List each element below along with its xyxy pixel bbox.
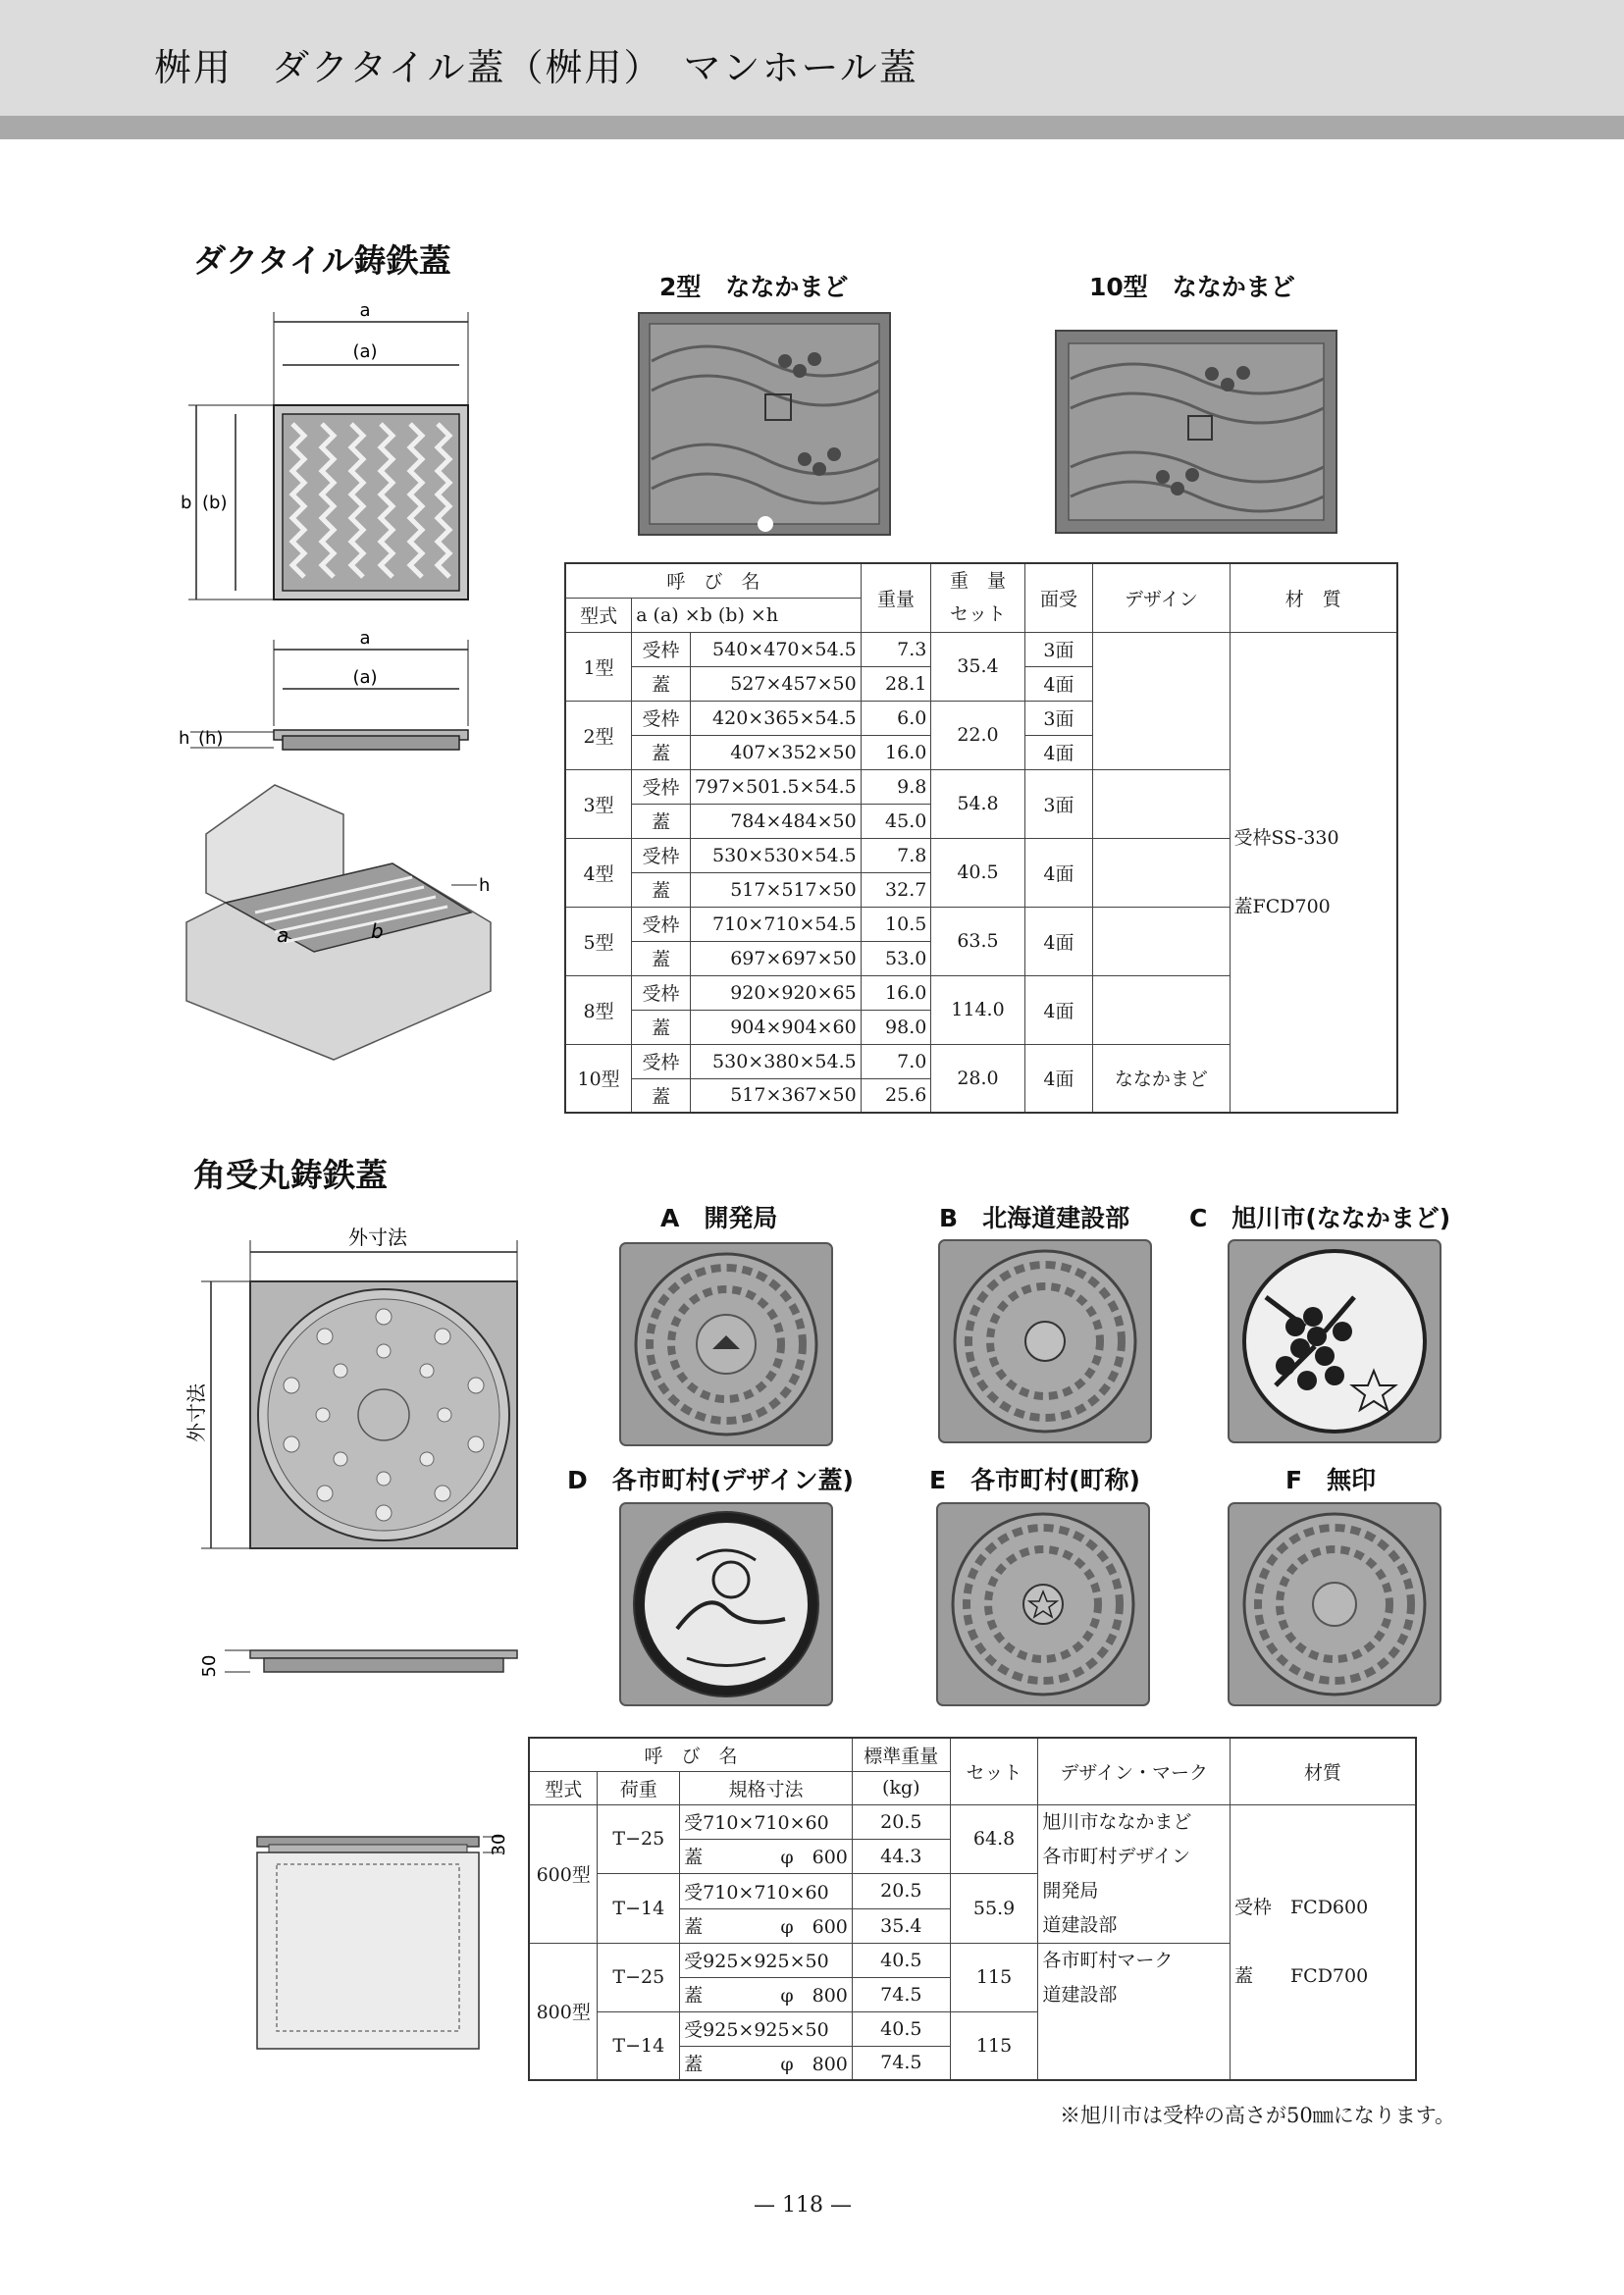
lid-label: 蓋 bbox=[632, 804, 691, 838]
set-weight: 64.8 bbox=[950, 1804, 1038, 1873]
square-lid-side-drawing bbox=[177, 628, 491, 765]
frame-label: 受枠 bbox=[632, 769, 691, 804]
photo-caption-d bbox=[567, 1461, 854, 1496]
dim-a-side-label: a bbox=[359, 628, 371, 649]
row-type: 2型 bbox=[565, 701, 632, 769]
lid-dims: 527×457×50 bbox=[690, 666, 861, 701]
caption-letter: C bbox=[1189, 1204, 1208, 1232]
table-row bbox=[565, 632, 1397, 666]
lid-weight: 35.4 bbox=[852, 1908, 950, 1943]
photo-caption-c bbox=[1189, 1199, 1450, 1234]
lid-weight: 25.6 bbox=[861, 1078, 931, 1113]
caption-letter: A bbox=[660, 1204, 680, 1232]
set-weight: 35.4 bbox=[931, 632, 1024, 701]
caption-letter: E bbox=[929, 1466, 947, 1494]
round-lid-section-drawing bbox=[245, 1825, 520, 2060]
lid-weight: 32.7 bbox=[861, 872, 931, 907]
photo-caption-type2: 2型 ななかまど bbox=[659, 273, 849, 301]
frame-dims: 530×530×54.5 bbox=[690, 838, 861, 872]
photo-d-design-lid bbox=[618, 1501, 834, 1707]
lid-weight: 74.5 bbox=[852, 1977, 950, 2011]
frame-weight: 40.5 bbox=[852, 1943, 950, 1977]
frame-label: 受枠 bbox=[632, 1044, 691, 1078]
design-mark-600 bbox=[1038, 1804, 1231, 1943]
menuke: 4面 bbox=[1024, 1044, 1093, 1113]
caption-letter: D bbox=[567, 1466, 588, 1494]
header-kg: (kg) bbox=[852, 1771, 950, 1804]
frame-dims: 受710×710×60 bbox=[680, 1873, 853, 1908]
frame-label: 受枠 bbox=[632, 907, 691, 941]
photo-caption-a bbox=[660, 1199, 777, 1234]
caption-label: 各市町村(町称) bbox=[970, 1466, 1140, 1494]
dim-b-paren-label: (b) bbox=[202, 493, 228, 513]
frame-dims: 530×380×54.5 bbox=[690, 1044, 861, 1078]
header-kaju: 荷重 bbox=[598, 1771, 680, 1804]
lid-label: 蓋 bbox=[684, 2053, 704, 2075]
lid-label: 蓋 bbox=[632, 1010, 691, 1044]
design bbox=[1093, 632, 1230, 769]
header-zaishitsu: 材 質 bbox=[1230, 563, 1397, 632]
photo-caption-e bbox=[929, 1461, 1140, 1496]
lid-dims: 697×697×50 bbox=[690, 941, 861, 975]
header-katashiki: 型式 bbox=[565, 598, 632, 632]
iso-dim-b-label: b bbox=[371, 919, 384, 943]
footnote: ※旭川市は受枠の高さが50㎜になります。 bbox=[1060, 2104, 1456, 2127]
lid-dims: 517×367×50 bbox=[690, 1078, 861, 1113]
menuke: 4面 bbox=[1024, 907, 1093, 975]
set-weight: 114.0 bbox=[931, 975, 1024, 1044]
header-juryo-set: 重 量 セット bbox=[931, 563, 1024, 632]
header-juryo: 重量 bbox=[861, 563, 931, 632]
dim-50-label: 50 bbox=[199, 1654, 220, 1678]
set-weight: 115 bbox=[950, 1943, 1038, 2011]
dim-h-paren-label: (h) bbox=[198, 728, 224, 749]
lid-label: 蓋 bbox=[632, 735, 691, 769]
header-kikaku: 規格寸法 bbox=[680, 1771, 853, 1804]
header-design: デザイン bbox=[1093, 563, 1230, 632]
load: T−25 bbox=[598, 1804, 680, 1873]
frame-weight: 40.5 bbox=[852, 2011, 950, 2046]
design: ななかまど bbox=[1093, 1044, 1230, 1113]
menuke: 3面 bbox=[1024, 632, 1093, 666]
load: T−25 bbox=[598, 1943, 680, 2011]
material-lid: 蓋FCD700 bbox=[1233, 895, 1331, 917]
row-type: 3型 bbox=[565, 769, 632, 838]
lid-dim: φ 600 bbox=[780, 1916, 848, 1938]
lid-label: 蓋 bbox=[632, 941, 691, 975]
set-weight: 55.9 bbox=[950, 1873, 1038, 1943]
iso-dim-a-label: a bbox=[277, 923, 289, 947]
header-zaishitsu: 材質 bbox=[1230, 1738, 1416, 1804]
frame-weight: 16.0 bbox=[861, 975, 931, 1010]
menuke: 4面 bbox=[1024, 735, 1093, 769]
caption-letter: B bbox=[939, 1204, 959, 1232]
material-frame: 受枠 FCD600 bbox=[1233, 1897, 1369, 1919]
row-type: 800型 bbox=[529, 1943, 598, 2080]
page-number: — 118 — bbox=[754, 2193, 852, 2217]
lid-label: 蓋 bbox=[684, 1985, 704, 2007]
lid-weight: 44.3 bbox=[852, 1839, 950, 1873]
frame-weight: 9.8 bbox=[861, 769, 931, 804]
lid-dims: 784×484×50 bbox=[690, 804, 861, 838]
frame-weight: 7.3 bbox=[861, 632, 931, 666]
square-lid-plan-drawing bbox=[177, 294, 491, 628]
frame-label: 受枠 bbox=[632, 701, 691, 735]
lid-weight: 53.0 bbox=[861, 941, 931, 975]
lid-weight: 74.5 bbox=[852, 2046, 950, 2080]
photo-caption-f bbox=[1285, 1461, 1376, 1496]
photo-type2-nanakamado bbox=[638, 312, 893, 538]
frame-dims: 540×470×54.5 bbox=[690, 632, 861, 666]
design-item: 道建設部 bbox=[1042, 1913, 1118, 1936]
design-item: 道建設部 bbox=[1042, 1983, 1118, 2006]
frame-label: 受枠 bbox=[632, 838, 691, 872]
header-design-mark: デザイン・マーク bbox=[1038, 1738, 1231, 1804]
header-std-weight: 標準重量 bbox=[852, 1738, 950, 1771]
lid-label: 蓋 bbox=[632, 1078, 691, 1113]
design bbox=[1093, 975, 1230, 1044]
lid-dims bbox=[680, 1977, 853, 2011]
header-dims-formula: a (a) ×b (b) ×h bbox=[632, 598, 862, 632]
lid-weight: 16.0 bbox=[861, 735, 931, 769]
iso-dim-h-label: h bbox=[479, 875, 491, 896]
menuke: 4面 bbox=[1024, 838, 1093, 907]
set-weight: 115 bbox=[950, 2011, 1038, 2080]
round-lid-side-drawing bbox=[191, 1629, 535, 1688]
header-yobina: 呼 び 名 bbox=[565, 563, 861, 598]
menuke: 4面 bbox=[1024, 666, 1093, 701]
catch-basin-isometric-drawing bbox=[167, 775, 530, 1069]
round-lid-plan-drawing bbox=[184, 1217, 535, 1570]
set-weight: 22.0 bbox=[931, 701, 1024, 769]
material-cell bbox=[1230, 632, 1397, 1113]
frame-dims: 受925×925×50 bbox=[680, 2011, 853, 2046]
photo-type10-nanakamado bbox=[1055, 330, 1339, 536]
photo-c-asahikawa bbox=[1227, 1238, 1442, 1444]
lid-label: 蓋 bbox=[632, 666, 691, 701]
set-weight: 28.0 bbox=[931, 1044, 1024, 1113]
row-type: 4型 bbox=[565, 838, 632, 907]
caption-label: 各市町村(デザイン蓋) bbox=[611, 1466, 854, 1494]
lid-dims: 407×352×50 bbox=[690, 735, 861, 769]
frame-dims: 710×710×54.5 bbox=[690, 907, 861, 941]
design-item: 旭川市ななかまど bbox=[1042, 1810, 1192, 1833]
design-mark-800 bbox=[1038, 1943, 1231, 2080]
frame-dims: 797×501.5×54.5 bbox=[690, 769, 861, 804]
frame-dims: 受925×925×50 bbox=[680, 1943, 853, 1977]
lid-dims bbox=[680, 2046, 853, 2080]
frame-weight: 20.5 bbox=[852, 1873, 950, 1908]
frame-label: 受枠 bbox=[632, 975, 691, 1010]
design-item: 各市町村デザイン bbox=[1042, 1845, 1191, 1867]
caption-label: 無印 bbox=[1327, 1466, 1377, 1494]
ductile-spec-table bbox=[564, 562, 1398, 1114]
header-yobina: 呼 び 名 bbox=[529, 1738, 852, 1771]
dim-a-paren-side-label: (a) bbox=[352, 667, 378, 688]
lid-dims: 904×904×60 bbox=[690, 1010, 861, 1044]
lid-label: 蓋 bbox=[684, 1847, 704, 1868]
load: T−14 bbox=[598, 1873, 680, 1943]
lid-dims bbox=[680, 1908, 853, 1943]
round-lid-spec-table bbox=[528, 1737, 1417, 2081]
dim-b-label: b bbox=[181, 493, 192, 513]
lid-label: 蓋 bbox=[684, 1916, 704, 1938]
caption-label: 旭川市(ななかまど) bbox=[1231, 1204, 1451, 1232]
dim-30-label: 30 bbox=[489, 1833, 509, 1856]
set-weight: 54.8 bbox=[931, 769, 1024, 838]
caption-letter: F bbox=[1285, 1466, 1303, 1494]
dim-outer-label: 外寸法 bbox=[348, 1226, 407, 1249]
row-type: 8型 bbox=[565, 975, 632, 1044]
menuke: 4面 bbox=[1024, 975, 1093, 1044]
lid-dims: 517×517×50 bbox=[690, 872, 861, 907]
photo-e-town-name bbox=[935, 1501, 1151, 1707]
frame-dims: 受710×710×60 bbox=[680, 1804, 853, 1839]
row-type: 1型 bbox=[565, 632, 632, 701]
design-item: 開発局 bbox=[1042, 1879, 1099, 1902]
page-title: 桝用 ダクタイル蓋（桝用） マンホール蓋 bbox=[154, 46, 918, 89]
photo-caption-b bbox=[939, 1199, 1129, 1234]
material-lid: 蓋 FCD700 bbox=[1233, 1965, 1369, 1988]
dim-a-paren-label: (a) bbox=[352, 341, 378, 362]
set-weight: 63.5 bbox=[931, 907, 1024, 975]
lid-weight: 45.0 bbox=[861, 804, 931, 838]
lid-weight: 98.0 bbox=[861, 1010, 931, 1044]
load: T−14 bbox=[598, 2011, 680, 2080]
menuke: 3面 bbox=[1024, 701, 1093, 735]
frame-weight: 7.0 bbox=[861, 1044, 931, 1078]
design bbox=[1093, 769, 1230, 838]
header-katashiki: 型式 bbox=[529, 1771, 598, 1804]
material-cell bbox=[1230, 1804, 1416, 2080]
lid-dim: φ 600 bbox=[780, 1847, 848, 1868]
section-title-ductile: ダクタイル鋳鉄蓋 bbox=[193, 241, 451, 280]
caption-label: 開発局 bbox=[704, 1204, 778, 1232]
material-frame: 受枠SS-330 bbox=[1233, 826, 1339, 849]
photo-f-plain bbox=[1227, 1501, 1442, 1707]
set-weight: 40.5 bbox=[931, 838, 1024, 907]
lid-weight: 28.1 bbox=[861, 666, 931, 701]
header-set: セット bbox=[950, 1738, 1038, 1804]
photo-caption-type10: 10型 ななかまど bbox=[1089, 273, 1295, 301]
frame-dims: 920×920×65 bbox=[690, 975, 861, 1010]
dim-a-label: a bbox=[359, 300, 371, 321]
row-type: 5型 bbox=[565, 907, 632, 975]
section-title-round: 角受丸鋳鉄蓋 bbox=[193, 1156, 388, 1194]
lid-dim: φ 800 bbox=[780, 2053, 848, 2075]
caption-label: 北海道建設部 bbox=[982, 1204, 1130, 1232]
row-type: 600型 bbox=[529, 1804, 598, 1943]
frame-label: 受枠 bbox=[632, 632, 691, 666]
design bbox=[1093, 907, 1230, 975]
dim-outer-vertical-label: 外寸法 bbox=[184, 1383, 208, 1442]
menuke: 3面 bbox=[1024, 769, 1093, 838]
header-menuke: 面受 bbox=[1024, 563, 1093, 632]
frame-dims: 420×365×54.5 bbox=[690, 701, 861, 735]
photo-a-kaihatsukyoku bbox=[618, 1241, 834, 1447]
lid-dim: φ 800 bbox=[780, 1985, 848, 2007]
lid-dims bbox=[680, 1839, 853, 1873]
design-item: 各市町村マーク bbox=[1042, 1949, 1174, 1971]
photo-b-hokkaido bbox=[937, 1238, 1153, 1444]
table-row bbox=[529, 1804, 1416, 1839]
frame-weight: 7.8 bbox=[861, 838, 931, 872]
frame-weight: 6.0 bbox=[861, 701, 931, 735]
frame-weight: 10.5 bbox=[861, 907, 931, 941]
design bbox=[1093, 838, 1230, 907]
row-type: 10型 bbox=[565, 1044, 632, 1113]
lid-label: 蓋 bbox=[632, 872, 691, 907]
frame-weight: 20.5 bbox=[852, 1804, 950, 1839]
dim-h-label: h bbox=[179, 728, 190, 749]
header-stripe bbox=[0, 116, 1624, 139]
